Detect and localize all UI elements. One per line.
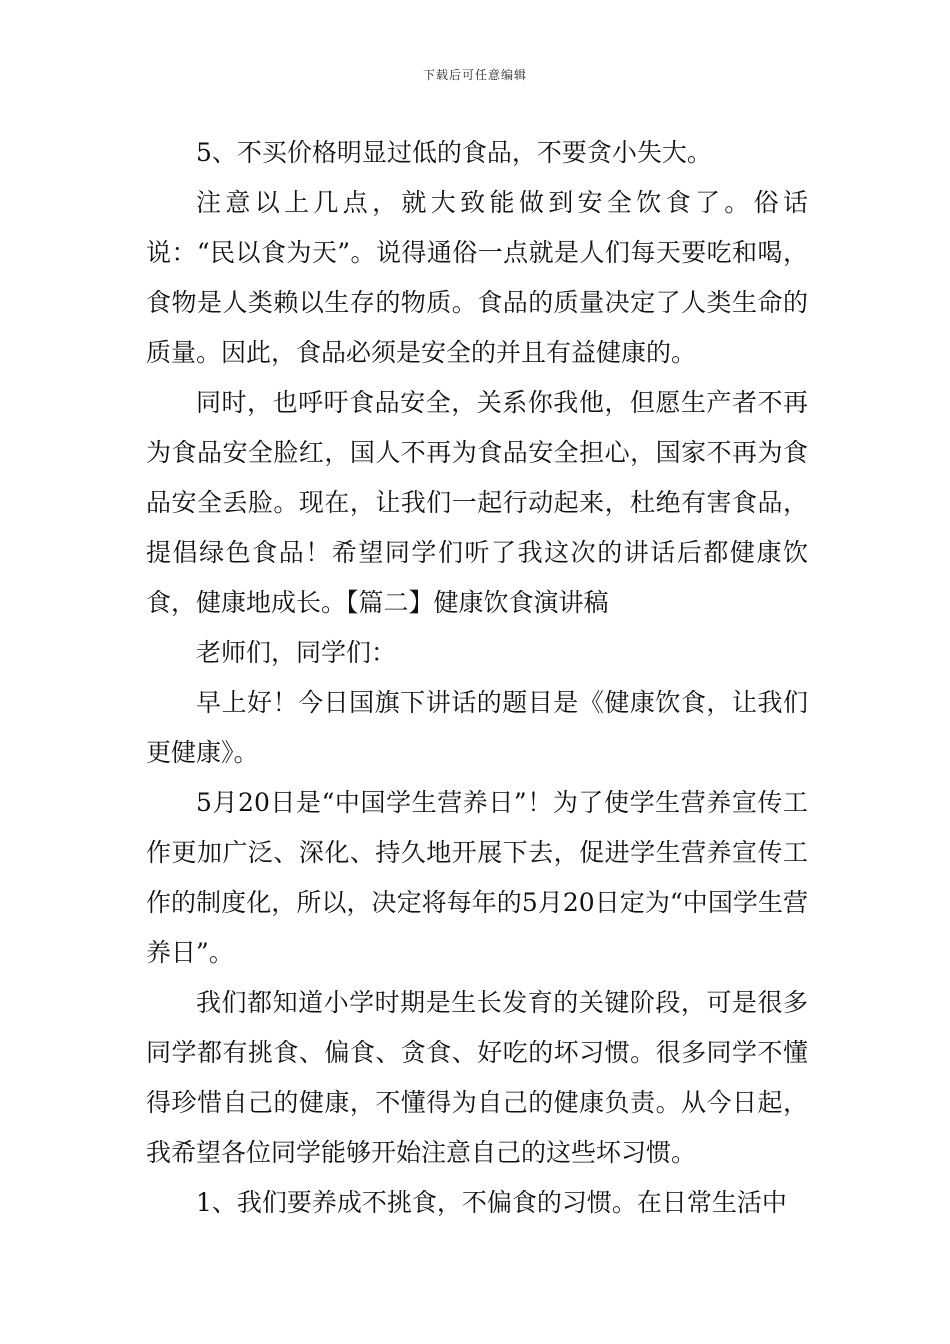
paragraph-habit-1: 1、我们要养成不挑食，不偏食的习惯。在日常生活中 xyxy=(196,1188,787,1217)
page-header-note: 下载后可任意编辑 xyxy=(422,68,527,82)
paragraph-bad-habits: 我们都知道小学时期是生长发育的关键阶段，可是很多同学都有挑食、偏食、贪食、好吃的坏习惯。很多同学不懂得珍惜自己的健康，不懂得为自己的健康负责。从今日起，我希望各位同学能够开始注意自己的这些坏习惯。 xyxy=(146,988,808,1167)
paragraph-nutrition-day: 5月20日是“中国学生营养日”！为了使学生营养宣传工作更加广泛、深化、持久地开展下去，促进学生营养宣传工作的制度化，所以，决定将每年的5月20日定为“中国学生营养日”。 xyxy=(146,788,808,967)
paragraph-greeting: 老师们，同学们： xyxy=(196,638,397,667)
paragraph-food-safety-summary: 注意以上几点，就大致能做到安全饮食了。俗话说：“民以食为天”。说得通俗一点就是人们每天要吃和喝，食物是人类赖以生存的物质。食品的质量决定了人类生命的质量。因此，食品必须是安全的并且有益健康的。 xyxy=(146,188,808,367)
document-body xyxy=(146,128,808,1228)
paragraph-tip-5: 5、不买价格明显过低的食品，不要贪小失大。 xyxy=(196,138,712,167)
paragraph-speech-topic: 早上好！今日国旗下讲话的题目是《健康饮食，让我们更健康》。 xyxy=(146,688,808,767)
paragraph-appeal: 同时，也呼吁食品安全，关系你我他，但愿生产者不再为食品安全脸红，国人不再为食品安全担心，国家不再为食品安全丢脸。现在，让我们一起行动起来，杜绝有害食品，提倡绿色食品！希望同学们听了我这次的讲话后都健康饮食，健康地成长。【篇二】健康饮食演讲稿 xyxy=(146,388,808,617)
